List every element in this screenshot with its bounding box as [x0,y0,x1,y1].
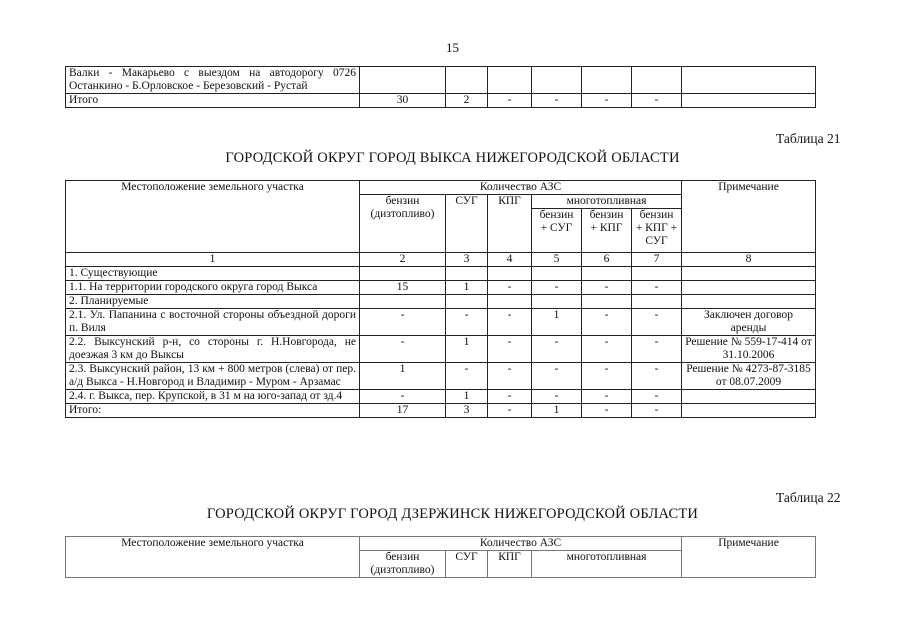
header-sug: СУГ [446,195,488,253]
column-number: 7 [632,253,682,267]
column-number: 1 [66,253,360,267]
table-cell: 15 [360,281,446,295]
table-cell [682,404,816,418]
table22 [65,536,816,578]
table-cell: - [532,363,582,390]
table-cell: Решение № 4273-87-3185 от 08.07.2009 [682,363,816,390]
previous-table-continuation [65,66,816,108]
table-cell: 30 [360,94,446,108]
table-cell: - [532,281,582,295]
header-count: Количество АЗС [360,181,682,195]
table-cell: - [360,309,446,336]
table-cell [682,281,816,295]
table-cell: - [446,363,488,390]
table21 [65,180,816,418]
table-cell: 1. Существующие [66,267,360,281]
table-cell: - [582,94,632,108]
table-cell: 17 [360,404,446,418]
table-cell: 1 [532,404,582,418]
table-cell: Решение № 559-17-414 от 31.10.2006 [682,336,816,363]
table-cell: - [532,390,582,404]
table-cell: Заключен договор аренды [682,309,816,336]
table-row [66,336,816,363]
table-cell: - [582,390,632,404]
table-cell [682,267,816,281]
column-number: 8 [682,253,816,267]
header-row [66,537,816,551]
table-cell: - [582,363,632,390]
table-cell: - [632,281,682,295]
table-cell [632,267,682,281]
table-cell [632,295,682,309]
header-kpg: КПГ [488,551,532,578]
table-cell: 1.1. На территории городского округа город Выкса [66,281,360,295]
table-row [66,404,816,418]
header-m1: бензин + СУГ [532,209,582,253]
table-cell: - [582,309,632,336]
table-cell: 1 [446,336,488,363]
header-m2: бензин + КПГ [582,209,632,253]
header-location: Местоположение земельного участка [66,181,360,253]
table-cell: 2.4. г. Выкса, пер. Крупской, в 31 м на юго-запад от зд.4 [66,390,360,404]
header-multi: многотопливная [532,551,682,578]
column-number: 3 [446,253,488,267]
table-cell: - [488,309,532,336]
header-note: Примечание [682,537,816,578]
table-cell: 1 [360,363,446,390]
table-cell: 2 [446,94,488,108]
table-cell: Итого [66,94,360,108]
header-m3: бензин + КПГ + СУГ [632,209,682,253]
table-cell: Итого: [66,404,360,418]
header-multi: многотопливная [532,195,682,209]
table-cell: 1 [446,281,488,295]
table-cell [582,267,632,281]
header-benzin: бензин (дизтопливо) [360,551,446,578]
header-note: Примечание [682,181,816,253]
table-cell: - [582,336,632,363]
table-cell [488,295,532,309]
column-number: 6 [582,253,632,267]
table-cell: - [632,390,682,404]
table-row [66,390,816,404]
table-cell: - [582,281,632,295]
table-cell [360,295,446,309]
table-cell: 1 [446,390,488,404]
total-row [66,94,816,108]
table-cell: - [488,363,532,390]
table-cell [532,267,582,281]
table-cell [488,267,532,281]
table-cell: - [632,363,682,390]
table-cell [532,295,582,309]
header-count: Количество АЗС [360,537,682,551]
table-row [66,67,816,94]
table-cell: - [632,404,682,418]
table22-title: ГОРОДСКОЙ ОКРУГ ГОРОД ДЗЕРЖИНСК НИЖЕГОРОДСКОЙ ОБЛАСТИ [206,506,699,522]
table-cell [682,295,816,309]
table-cell: - [446,309,488,336]
table-cell: Валки - Макарьево с выездом на автодорогу 0726 Останкино - Б.Орловское - Березовский - Рустай [66,67,360,94]
column-number: 5 [532,253,582,267]
table-cell: - [360,390,446,404]
column-number: 2 [360,253,446,267]
table-cell: 2. Планируемые [66,295,360,309]
column-number: 4 [488,253,532,267]
table-cell: - [632,309,682,336]
table-cell: - [582,404,632,418]
page-number: 15 [446,40,459,55]
table-cell [682,390,816,404]
table-cell [446,295,488,309]
table-cell [446,267,488,281]
table-cell: 3 [446,404,488,418]
table-cell: 2.2. Выксунский р-н, со стороны г. Н.Новгорода, не доезжая 3 км до Выксы [66,336,360,363]
table-cell: - [488,336,532,363]
table-cell: - [488,404,532,418]
table-row [66,295,816,309]
table-cell: - [488,94,532,108]
table-cell: 1 [532,309,582,336]
header-benzin: бензин (дизтопливо) [360,195,446,253]
header-location: Местоположение земельного участка [66,537,360,578]
table-cell [360,267,446,281]
table-cell: - [532,336,582,363]
header-kpg: КПГ [488,195,532,253]
table21-title: ГОРОДСКОЙ ОКРУГ ГОРОД ВЫКСА НИЖЕГОРОДСКОЙ ОБЛАСТИ [225,150,680,166]
table21-label: Таблица 21 [776,131,841,146]
table-row [66,281,816,295]
table22-label: Таблица 22 [776,490,841,505]
header-sug: СУГ [446,551,488,578]
table-cell: - [632,336,682,363]
table-cell: - [532,94,582,108]
table-cell: - [488,390,532,404]
header-row [66,181,816,195]
table-row [66,363,816,390]
table-cell: - [360,336,446,363]
table-cell: 2.3. Выксунский район, 13 км + 800 метров (слева) от пер. а/д Выкса - Н.Новгород и Владимир - Муром - Арзамас [66,363,360,390]
table-cell [582,295,632,309]
table-row [66,267,816,281]
table-cell: 2.1. Ул. Папанина с восточной стороны объездной дороги п. Виля [66,309,360,336]
column-number-row [66,253,816,267]
table-cell: - [632,94,682,108]
table-cell: - [488,281,532,295]
table-row [66,309,816,336]
